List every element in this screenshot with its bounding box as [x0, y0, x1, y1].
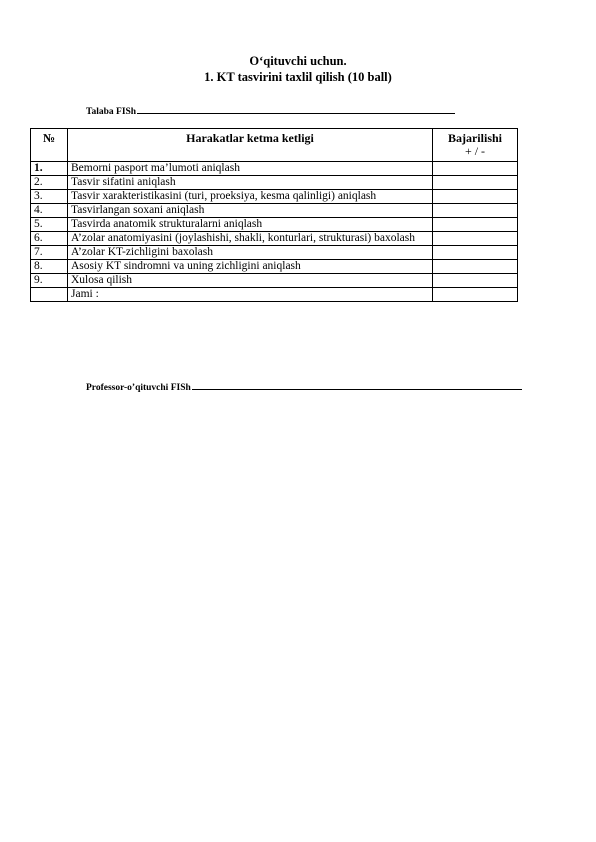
row-completion-cell[interactable]	[433, 246, 518, 260]
row-number: 5.	[31, 218, 68, 232]
row-number: 4.	[31, 204, 68, 218]
row-number: 3.	[31, 190, 68, 204]
professor-name-blank[interactable]	[192, 380, 522, 390]
header-number: №	[31, 129, 68, 162]
table-row	[31, 260, 518, 274]
table-header-row	[31, 129, 518, 162]
student-name-blank[interactable]	[137, 104, 455, 114]
row-number: 7.	[31, 246, 68, 260]
table-row	[31, 162, 518, 176]
student-name-field	[86, 104, 455, 117]
tasks-table	[30, 128, 518, 302]
header-completion	[433, 129, 518, 162]
row-action: Xulosa qilish	[68, 274, 433, 288]
row-action: Asosiy KT sindromni va uning zichligini aniqlash	[68, 260, 433, 274]
row-number	[31, 288, 68, 302]
row-completion-cell[interactable]	[433, 274, 518, 288]
row-completion-cell[interactable]	[433, 232, 518, 246]
page-title-line2: 1. KT tasvirini taxlil qilish (10 ball)	[204, 70, 392, 84]
row-number: 1.	[31, 162, 68, 176]
row-completion-cell[interactable]	[433, 190, 518, 204]
table-row-total	[31, 288, 518, 302]
total-label: Jami :	[68, 288, 433, 302]
header-completion-label: Bajarilishi	[447, 131, 502, 145]
row-number: 6.	[31, 232, 68, 246]
row-completion-cell[interactable]	[433, 162, 518, 176]
header-actions: Harakatlar ketma ketligi	[68, 129, 433, 162]
row-action: Tasvirlangan soxani aniqlash	[68, 204, 433, 218]
header-completion-marks: + / -	[464, 144, 486, 158]
table-row	[31, 274, 518, 288]
table-row	[31, 190, 518, 204]
page-title-line1: O‘qituvchi uchun.	[249, 54, 347, 68]
row-action: A’zolar KT-zichligini baxolash	[68, 246, 433, 260]
professor-name-field	[86, 380, 522, 393]
table-row	[31, 204, 518, 218]
table-row	[31, 176, 518, 190]
row-action: Tasvir sifatini aniqlash	[68, 176, 433, 190]
total-completion-cell[interactable]	[433, 288, 518, 302]
row-completion-cell[interactable]	[433, 260, 518, 274]
row-number: 2.	[31, 176, 68, 190]
row-action: A’zolar anatomiyasini (joylashishi, shakli, konturlari, strukturasi) baxolash	[68, 232, 433, 246]
row-action: Tasvir xarakteristikasini (turi, proeksiya, kesma qalinligi) aniqlash	[68, 190, 433, 204]
table-row	[31, 246, 518, 260]
row-action: Tasvirda anatomik strukturalarni aniqlash	[68, 218, 433, 232]
student-label: Talaba FISh	[86, 107, 137, 117]
row-number: 8.	[31, 260, 68, 274]
professor-label: Professor-o’qituvchi FISh	[86, 383, 191, 393]
table-row	[31, 218, 518, 232]
row-completion-cell[interactable]	[433, 204, 518, 218]
table-row	[31, 232, 518, 246]
row-action: Bemorni pasport ma’lumoti aniqlash	[68, 162, 433, 176]
row-number: 9.	[31, 274, 68, 288]
row-completion-cell[interactable]	[433, 218, 518, 232]
row-completion-cell[interactable]	[433, 176, 518, 190]
